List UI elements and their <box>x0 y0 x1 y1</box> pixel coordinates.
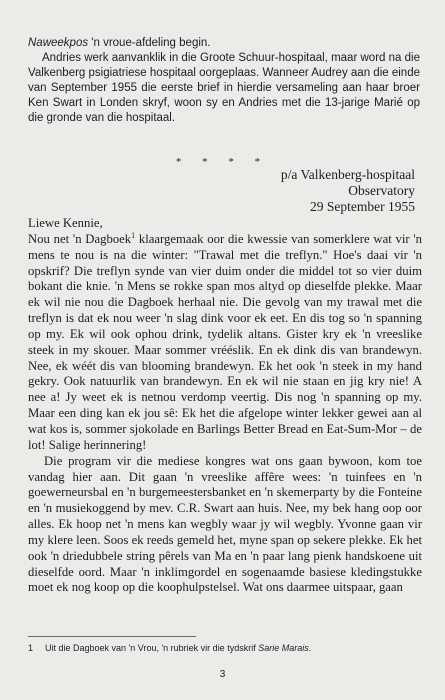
intro-paragraph: Andries werk aanvanklik in die Groote Schuur-hospitaal, maar word na die Valkenberg psigiatriese hospitaal oorgeplaas. Wanneer Audrey aan die einde van September 1955 die eerste brief in hierdie versameling aan haar broer Ken Swart in Londen skryf, woon sy en Andries met die 13-jarige Marié op die gronde van die hospitaal. <box>28 52 420 124</box>
publication-title: Naweekpos <box>28 37 89 49</box>
page-number: 3 <box>219 669 226 680</box>
footnote: 1 Uit die Dagboek van 'n Vrou, 'n rubriek vir die tydskrif Sarie Marais. <box>28 643 312 653</box>
intro-paragraph: Naweekpos 'n vroue-afdeling begin. <box>28 37 211 49</box>
footnote-marker: 1 <box>131 230 136 240</box>
letter-address <box>281 167 415 215</box>
letter-paragraph: Die program vir die mediese kongres wat ons gaan bywoon, kom toe vandag hier aan. Dit gaan 'n vreeslike affêre wees: 'n tuinfees en 'n goewerneursbal en 'n burgemeestersbanket en 'n skemerparty by die Fonteine en 'n musiekoggend by mev. C.R. Swart aan huis. Nee, my bek hang oop oor alles. Ek hoop net 'n mens kan wegbly waar jy wil wegbly. Yvonne gaan vir my klere leen. Soos ek reeds gemeld het, myne span op sekere plekke. Ek het ook 'n driedubbele string pêrels van Ma en 'n paar lang pienk handskoene uit dieselfde oord. Maar 'n inklimgordel en sogenaamde basiese kledingstukke moet ek nog koop op die koophulpstelsel. Wat ons daarmee uitspaar, gaan <box>28 453 422 595</box>
address-line: Observatory <box>348 183 415 198</box>
letter-date: 29 September 1955 <box>310 199 415 214</box>
letter-salutation: Liewe Kennie, <box>28 216 103 230</box>
footnote-divider <box>28 636 196 637</box>
section-separator: * * * * <box>175 156 270 168</box>
intro-text <box>28 36 420 126</box>
address-line: p/a Valkenberg-hospitaal <box>280 167 415 182</box>
letter-paragraph: Nou net 'n Dagboek$^1$ klaargemaak oor die kwessie van somerklere wat vir 'n mens te nou is na die winter: "Trawal met die treflyn." Hoe's daai vir 'n opskrif? Die treflyn synde van vier duim onder die middel tot so vier duim bokant die knie. 'n Mens se rokke span mos altyd op dieselfde plekke. Maar ek wil nie nou die Dagboek herhaal nie. Die gevolg van my trawal met die treflyn is dat ek nou weer 'n slag dink voor ek eet. En dis tog so 'n spanning op my. Ek wil ook ophou drink, tydelik altans. Gister kry ek 'n vreeslike steek in my skouer. Maar sommer vrééslik. En ek dink dis van brandewyn. Nee, ek wéét dis van blooming brandewyn. Ek het ook 'n steek in my hand gekry. Ook natuurlik van brandewyn. En ek wil nie staan en jig kry nie! A nee a! Jy weet ek is netnou verdomp veertig. Dis nog 'n spanning op my. Maar een ding kan ek jou sê: Ek het die afgelope winter lekker gewei aan al wat kos is, sommer sjokolade en Barlings Better Bread en Eat-Sum-Mor – de lot! Salige herinnering! <box>28 230 423 452</box>
letter-body <box>28 216 422 596</box>
magazine-title: Sarie Marais <box>258 643 309 653</box>
footnote-number: 1 <box>28 643 34 653</box>
